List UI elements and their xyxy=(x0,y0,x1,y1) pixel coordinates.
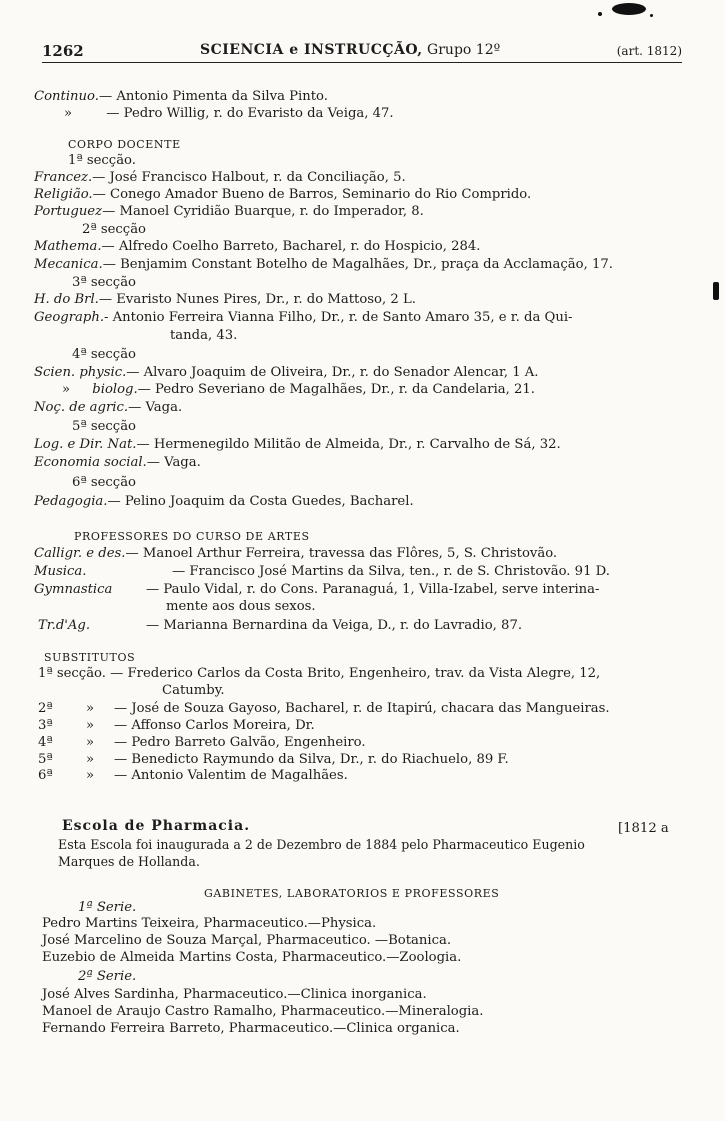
professor-row: José Alves Sardinha, Pharmaceutico.—Clinica inorganica. xyxy=(42,987,427,1002)
faculty-row: Pedagogia.— Pelino Joaquim da Costa Guedes, Bacharel. xyxy=(34,494,414,509)
faculty-row: Religião.— Conego Amador Bueno de Barros, Seminario do Rio Comprido. xyxy=(34,187,532,202)
professor-row: Euzebio de Almeida Martins Costa, Pharmaceutico.—Zoologia. xyxy=(42,950,462,965)
seccao-label: 1ª secção. xyxy=(68,153,136,168)
serie-label: 2ª Serie. xyxy=(78,969,137,984)
section-heading: SUBSTITUTOS xyxy=(44,651,136,664)
serie-label: 1ª Serie. xyxy=(78,900,137,915)
professor-row: Manoel de Araujo Castro Ramalho, Pharmaceutico.—Mineralogia. xyxy=(42,1004,484,1019)
faculty-row: Musica. — Francisco José Martins da Silva, ten., r. de S. Christovão. 91 D. xyxy=(34,564,610,579)
section-heading: PROFESSORES DO CURSO DE ARTES xyxy=(74,530,310,543)
school-intro: Esta Escola foi inaugurada a 2 de Dezembro de 1884 pelo Pharmaceutico Eugenio xyxy=(58,837,585,852)
continuo-line: » — Pedro Willig, r. do Evaristo da Veiga, 47. xyxy=(64,106,394,121)
ink-speck xyxy=(713,282,719,300)
faculty-row: Mathema.— Alfredo Coelho Barreto, Bacharel, r. do Hospicio, 284. xyxy=(34,239,481,254)
section-heading: CORPO DOCENTE xyxy=(68,138,181,151)
substitute-row: 4ª » — Pedro Barreto Galvão, Engenheiro. xyxy=(38,735,366,750)
faculty-row: Tr.d'Ag. — Marianna Bernardina da Veiga, D., r. do Lavradio, 87. xyxy=(38,618,523,633)
professor-row: José Marcelino de Souza Marçal, Pharmaceutico. —Botanica. xyxy=(42,933,452,948)
continuo-line: Continuo.— Antonio Pimenta da Silva Pinto. xyxy=(34,89,328,104)
faculty-row: Economia social.— Vaga. xyxy=(34,455,201,470)
ink-blot xyxy=(612,3,646,15)
page-number: 1262 xyxy=(42,42,84,60)
faculty-row: Portuguez— Manoel Cyridião Buarque, r. do Imperador, 8. xyxy=(34,204,424,219)
seccao-label: 2ª secção xyxy=(82,222,146,237)
article-bracket: [1812 a xyxy=(618,821,669,836)
substitute-row: 1ª secção. — Frederico Carlos da Costa Brito, Engenheiro, trav. da Vista Alegre, 12, xyxy=(38,666,601,681)
faculty-row: Scien. physic.— Alvaro Joaquim de Oliveira, Dr., r. do Senador Alencar, 1 A. xyxy=(34,365,539,380)
faculty-row: Geograph.- Antonio Ferreira Vianna Filho, Dr., r. de Santo Amaro 35, e r. da Qui- xyxy=(34,310,573,325)
seccao-label: 5ª secção xyxy=(72,419,136,434)
school-title: Escola de Pharmacia. xyxy=(62,818,251,834)
page-header xyxy=(42,40,682,63)
seccao-label: 3ª secção xyxy=(72,275,136,290)
substitute-row: 5ª » — Benedicto Raymundo da Silva, Dr., r. do Riachuelo, 89 F. xyxy=(38,752,509,767)
article-reference: (art. 1812) xyxy=(616,44,682,58)
school-intro: Marques de Hollanda. xyxy=(58,854,200,869)
professor-row: Fernando Ferreira Barreto, Pharmaceutico.—Clinica organica. xyxy=(42,1021,460,1036)
faculty-row: » biolog.— Pedro Severiano de Magalhães, Dr., r. da Candelaria, 21. xyxy=(62,382,535,397)
professor-row: Pedro Martins Teixeira, Pharmaceutico.—Physica. xyxy=(42,916,377,931)
faculty-row: Gymnastica — Paulo Vidal, r. do Cons. Paranaguá, 1, Villa-Izabel, serve interina- xyxy=(34,582,600,597)
faculty-row: Mecanica.— Benjamim Constant Botelho de Magalhães, Dr., praça da Acclamação, 17. xyxy=(34,257,613,272)
faculty-row: Calligr. e des.— Manoel Arthur Ferreira, travessa das Flôres, 5, S. Christovão. xyxy=(34,546,558,561)
substitute-row-continued: Catumby. xyxy=(162,683,225,698)
faculty-row: Noç. de agric.— Vaga. xyxy=(34,400,183,415)
ink-speck xyxy=(650,14,653,17)
running-title: SCIENCIA e INSTRUCÇÃO, Grupo 12º xyxy=(200,42,501,58)
faculty-row-continued: tanda, 43. xyxy=(170,328,238,343)
substitute-row: 2ª » — José de Souza Gayoso, Bacharel, r. de Itapirú, chacara das Mangueiras. xyxy=(38,701,610,716)
faculty-row: Francez.— José Francisco Halbout, r. da Conciliação, 5. xyxy=(34,170,406,185)
substitute-row: 6ª » — Antonio Valentim de Magalhães. xyxy=(38,768,348,783)
section-heading: GABINETES, LABORATORIOS E PROFESSORES xyxy=(204,887,500,900)
faculty-row: Log. e Dir. Nat.— Hermenegildo Militão de Almeida, Dr., r. Carvalho de Sá, 32. xyxy=(34,437,561,452)
seccao-label: 6ª secção xyxy=(72,475,136,490)
substitute-row: 3ª » — Affonso Carlos Moreira, Dr. xyxy=(38,718,315,733)
faculty-row: H. do Brl.— Evaristo Nunes Pires, Dr., r. do Mattoso, 2 L. xyxy=(34,292,416,307)
ink-speck xyxy=(598,12,602,16)
seccao-label: 4ª secção xyxy=(72,347,136,362)
faculty-row-continued: mente aos dous sexos. xyxy=(166,599,316,614)
